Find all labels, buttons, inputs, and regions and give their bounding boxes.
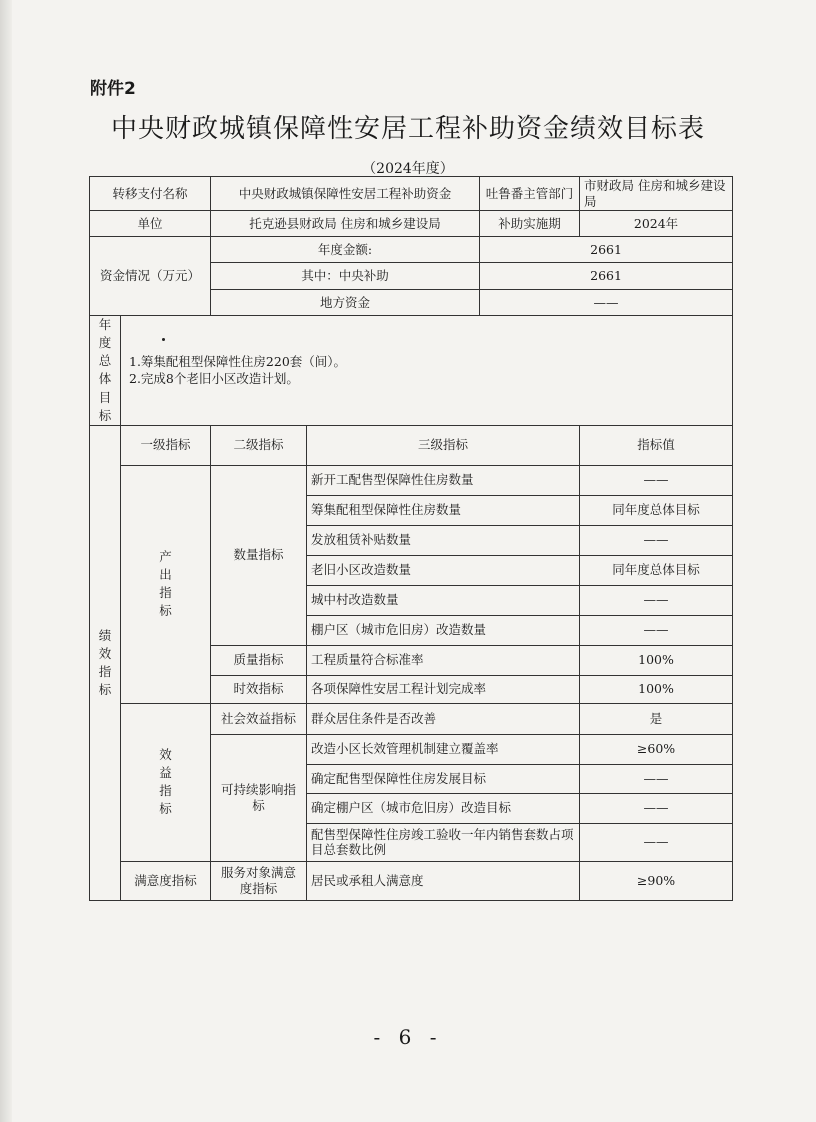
indicator-name: 棚户区（城市危旧房）改造数量	[307, 615, 580, 645]
unit-value: 托克逊县财政局 住房和城乡建设局	[211, 211, 480, 237]
dept-label: 吐鲁番主管部门	[480, 177, 580, 211]
dept-value: 市财政局 住房和城乡建设局	[580, 177, 733, 211]
quality-label: 质量指标	[211, 645, 307, 675]
year-label: （2024年度）	[362, 161, 454, 177]
indicator-value: 100%	[580, 645, 733, 675]
annual-goal-item: 1.筹集配租型保障性住房220套（间）。	[129, 353, 347, 369]
funds-annual-value: 2661	[480, 237, 733, 263]
funds-local-label: 地方资金	[211, 290, 480, 316]
funds-local-value: ——	[480, 290, 733, 316]
output-label: 产 出 指 标	[121, 465, 211, 703]
quantity-label: 数量指标	[211, 465, 307, 645]
attachment-label: 附件2	[90, 79, 136, 99]
indicator-value: ——	[580, 823, 733, 861]
indicator-value: ——	[580, 615, 733, 645]
indicator-name: 确定配售型保障性住房发展目标	[307, 764, 580, 793]
indicator-value: ——	[580, 764, 733, 793]
header-value: 指标值	[580, 425, 733, 465]
indicator-name: 改造小区长效管理机制建立覆盖率	[307, 734, 580, 764]
indicator-name: 各项保障性安居工程计划完成率	[307, 675, 580, 703]
header-level2: 二级指标	[211, 425, 307, 465]
indicator-value: ——	[580, 525, 733, 555]
indicator-value: ≥60%	[580, 734, 733, 764]
indicator-value: 同年度总体目标	[580, 495, 733, 525]
indicator-name: 筹集配租型保障性住房数量	[307, 495, 580, 525]
indicator-name: 配售型保障性住房竣工验收一年内销售套数占项目总套数比例	[307, 823, 580, 861]
sustain-label: 可持续影响指标	[211, 734, 307, 861]
indicator-value: ≥90%	[580, 861, 733, 900]
indicator-value: 是	[580, 703, 733, 734]
performance-target-table	[89, 176, 733, 901]
unit-label: 单位	[90, 211, 211, 237]
annual-goal-item: 2.完成8个老旧小区改造计划。	[129, 371, 299, 387]
indicator-name: 居民或承租人满意度	[307, 861, 580, 900]
social-label: 社会效益指标	[211, 703, 307, 734]
transfer-name-value: 中央财政城镇保障性安居工程补助资金	[211, 177, 480, 211]
indicator-name: 新开工配售型保障性住房数量	[307, 465, 580, 495]
funds-central-label: 其中：中央补助	[211, 263, 480, 290]
funds-central-value: 2661	[480, 263, 733, 290]
annual-goal-label: 年 度 总 体 目 标	[90, 316, 121, 426]
header-level3: 三级指标	[307, 425, 580, 465]
indicator-value: ——	[580, 793, 733, 823]
funds-label: 资金情况（万元）	[90, 237, 211, 316]
period-label: 补助实施期	[480, 211, 580, 237]
header-level1: 一级指标	[121, 425, 211, 465]
indicator-name: 老旧小区改造数量	[307, 555, 580, 585]
performance-label: 绩 效 指 标	[90, 425, 121, 900]
indicator-name: 工程质量符合标准率	[307, 645, 580, 675]
indicator-value: 100%	[580, 675, 733, 703]
satisfaction-sub-label: 服务对象满意度指标	[211, 861, 307, 900]
funds-annual-label: 年度金额:	[211, 237, 480, 263]
indicator-name: 确定棚户区（城市危旧房）改造目标	[307, 793, 580, 823]
page-title: 中央财政城镇保障性安居工程补助资金绩效目标表	[110, 114, 705, 144]
annual-goal-content	[121, 316, 733, 426]
satisfaction-label: 满意度指标	[121, 861, 211, 900]
indicator-name: 发放租赁补贴数量	[307, 525, 580, 555]
scan-dot	[162, 338, 165, 341]
indicator-name: 城中村改造数量	[307, 585, 580, 615]
page-number: - 6 -	[373, 1025, 443, 1049]
indicator-value: ——	[580, 585, 733, 615]
transfer-name-label: 转移支付名称	[90, 177, 211, 211]
period-value: 2024年	[580, 211, 733, 237]
timeliness-label: 时效指标	[211, 675, 307, 703]
benefit-label: 效 益 指 标	[121, 703, 211, 861]
indicator-value: ——	[580, 465, 733, 495]
indicator-name: 群众居住条件是否改善	[307, 703, 580, 734]
indicator-value: 同年度总体目标	[580, 555, 733, 585]
